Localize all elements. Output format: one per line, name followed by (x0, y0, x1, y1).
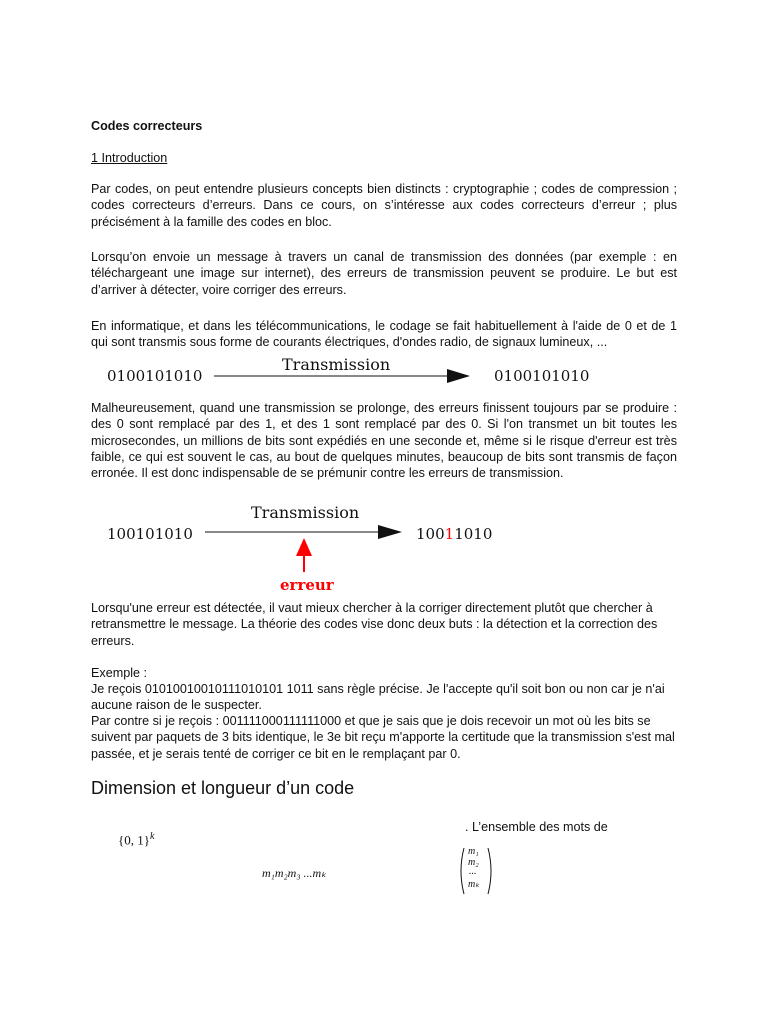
error-label: erreur (280, 576, 334, 594)
paragraph-errors: Malheureusement, quand une transmission se prolonge, des erreurs finissent toujours par se produire : des 0 sont remplacé par des 1, et des 1 sont remplacé par des 0. Si l'on transmet un bit toutes les microsecondes, un millions de bits sont expédiés en une seconde et, même si le risque d'erreur est très faible, ce qui est souvent le cas, au bout de quelques minutes, beaucoup de bits sont transmis de façon erronée. Il est donc indispensable de se prémunir contre les erreurs de transmission. (91, 401, 677, 481)
error-arrow-head (296, 538, 312, 556)
diagram1-label: Transmission (282, 355, 391, 374)
math-word: m₁m₂m₃ ...mₖ (262, 866, 327, 880)
section-heading: 1 Introduction (91, 151, 168, 165)
example-label: Exemple : (91, 666, 147, 680)
diagram2-arrow-head (378, 525, 402, 539)
diagram2-input: 100101010 (107, 525, 193, 543)
example-2: Par contre si je reçois : 001111000111111000 et que je sais que je dois recevoir un mot où les bits se suivent par paquets de 3 bits identique, le 3e bit reçu m'apporte la certitude que la transmission s'est mal passée, et je serais tenté de corriger ce bit en le remplaçant par 0. (91, 714, 675, 761)
diagram1-output: 0100101010 (494, 367, 590, 385)
dimension-text: . L’ensemble des mots de (465, 820, 608, 834)
diagram2-output: 10011010 (416, 525, 493, 543)
diagram1-input: 0100101010 (107, 367, 203, 385)
vector-entry-2: m₂ (468, 857, 479, 868)
paragraph-binary: En informatique, et dans les télécommunications, le codage se fait habituellement à l'aide de 0 et de 1 qui sont transmis sous forme de courants électriques, d'ondes radio, de signaux lumineux, ... (91, 319, 677, 350)
diagram1-arrow-head (447, 369, 470, 383)
example-1: Je reçois 01010010010111010101 1011 sans règle précise. Je l'accepte qu'il soit bon ou non car je n'ai aucune raison de le suspecter. (91, 682, 665, 713)
diagram2-error-bit: 1 (444, 525, 455, 543)
paragraph-correction: Lorsqu'une erreur est détectée, il vaut mieux chercher à la corriger directement plutôt que chercher à retransmettre le message. La théorie des codes vise donc deux buts : la détection et la correction des erreurs. (91, 601, 658, 648)
section-heading-dimension: Dimension et longueur d’un code (91, 778, 355, 798)
paragraph-transmission: Lorsqu’on envoie un message à travers un canal de transmission des données (par exemple : en téléchargeant une image sur internet), des erreurs de transmission peuvent se produire. Le but est d’arriver à détecter, voire corriger des erreurs. (91, 250, 677, 297)
vector-entry-dots: ... (469, 866, 477, 877)
doc-title: Codes correcteurs (91, 119, 203, 133)
vector-entry-1: m₁ (468, 846, 479, 857)
math-set: {0, 1}$^k$ (118, 831, 155, 848)
math-column-vector (457, 846, 495, 896)
paragraph-intro: Par codes, on peut entendre plusieurs concepts bien distincts : cryptographie ; codes de compression ; codes correcteurs d’erreurs. Dans ce cours, on s’intéresse aux codes correcteurs d’erreur ; plus précisément à la famille des codes en bloc. (91, 182, 677, 229)
diagram2-label: Transmission (251, 503, 360, 522)
vector-entry-k: mₖ (468, 879, 480, 890)
